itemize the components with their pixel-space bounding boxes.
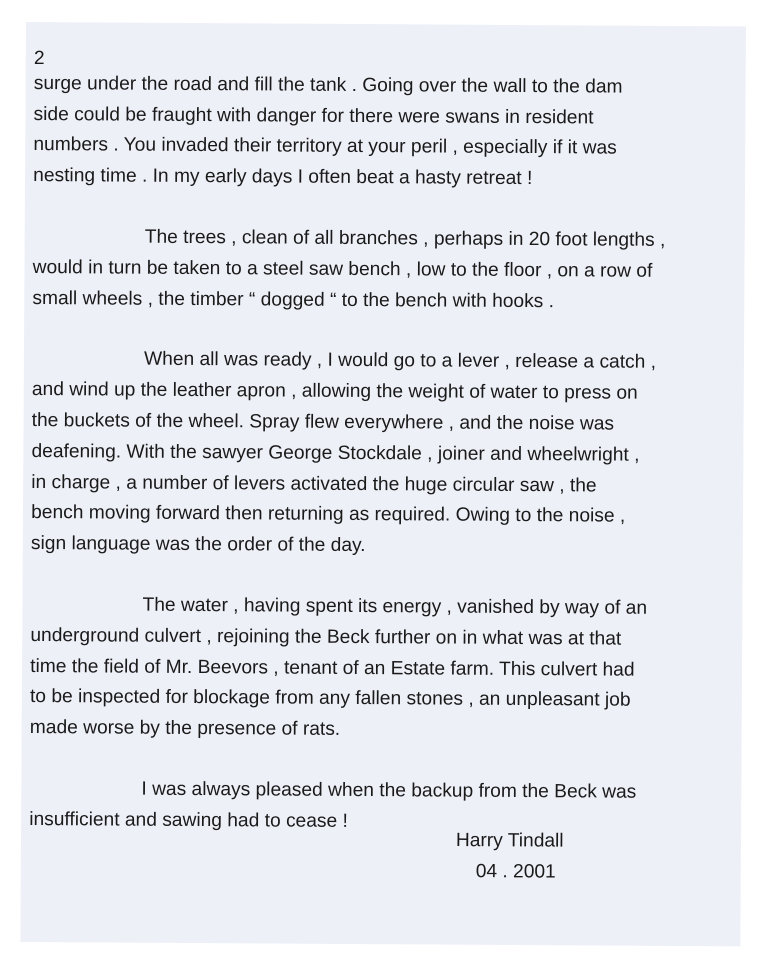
text-line: would in turn be taken to a steel saw bench , low to the floor , on a row of bbox=[32, 256, 653, 282]
text-line: bench moving forward then returning as required. Owing to the noise , bbox=[31, 502, 626, 527]
text-line: to be inspected for blockage from any fallen stones , an unpleasant job bbox=[29, 686, 631, 711]
paragraph bbox=[33, 69, 734, 196]
paragraph bbox=[31, 344, 732, 564]
text-line: in charge , a number of levers activated the huge circular saw , the bbox=[31, 471, 597, 497]
paragraph bbox=[32, 222, 733, 319]
paragraph bbox=[29, 774, 729, 840]
page-number: 2 bbox=[33, 47, 45, 70]
text-line: made worse by the presence of rats. bbox=[29, 717, 341, 741]
text-line: I was always pleased when the backup from the Beck was bbox=[141, 778, 637, 803]
paragraph bbox=[30, 590, 731, 748]
text-line: The trees , clean of all branches , perhaps in 20 foot lengths , bbox=[144, 226, 666, 251]
text-line: insufficient and sawing had to cease ! bbox=[29, 808, 348, 832]
author-name: Harry Tindall bbox=[455, 829, 564, 852]
text-line: underground culvert , rejoining the Beck further on in what was at that bbox=[30, 624, 622, 650]
text-line: time the field of Mr. Beevors , tenant of an Estate farm. This culvert had bbox=[30, 655, 635, 681]
document-body bbox=[29, 44, 734, 840]
text-line: deafening. With the sawyer George Stockdale , joiner and wheelwright , bbox=[31, 440, 640, 466]
signature-block bbox=[456, 826, 564, 888]
text-line: nesting time . In my early days I often beat a hasty retreat ! bbox=[33, 165, 533, 190]
text-line: sign language was the order of the day. bbox=[30, 533, 366, 557]
text-line: and wind up the leather apron , allowing the weight of water to press on bbox=[31, 379, 638, 404]
text-line: small wheels , the timber “ dogged “ to the bench with hooks . bbox=[32, 287, 555, 312]
text-line: surge under the road and fill the tank . Going over the wall to the dam bbox=[33, 72, 623, 98]
text-line: side could be fraught with danger for there were swans in resident bbox=[33, 103, 594, 129]
text-line: The water , having spent its energy , vanished by way of an bbox=[142, 594, 648, 619]
text-line: When all was ready , I would go to a lever , release a catch , bbox=[144, 349, 657, 374]
text-line: numbers . You invaded their territory at your peril , especially if it was bbox=[33, 134, 617, 159]
text-line: the buckets of the wheel. Spray flew everywhere , and the noise was bbox=[31, 409, 615, 435]
signature-date: 04 . 2001 bbox=[475, 860, 556, 883]
